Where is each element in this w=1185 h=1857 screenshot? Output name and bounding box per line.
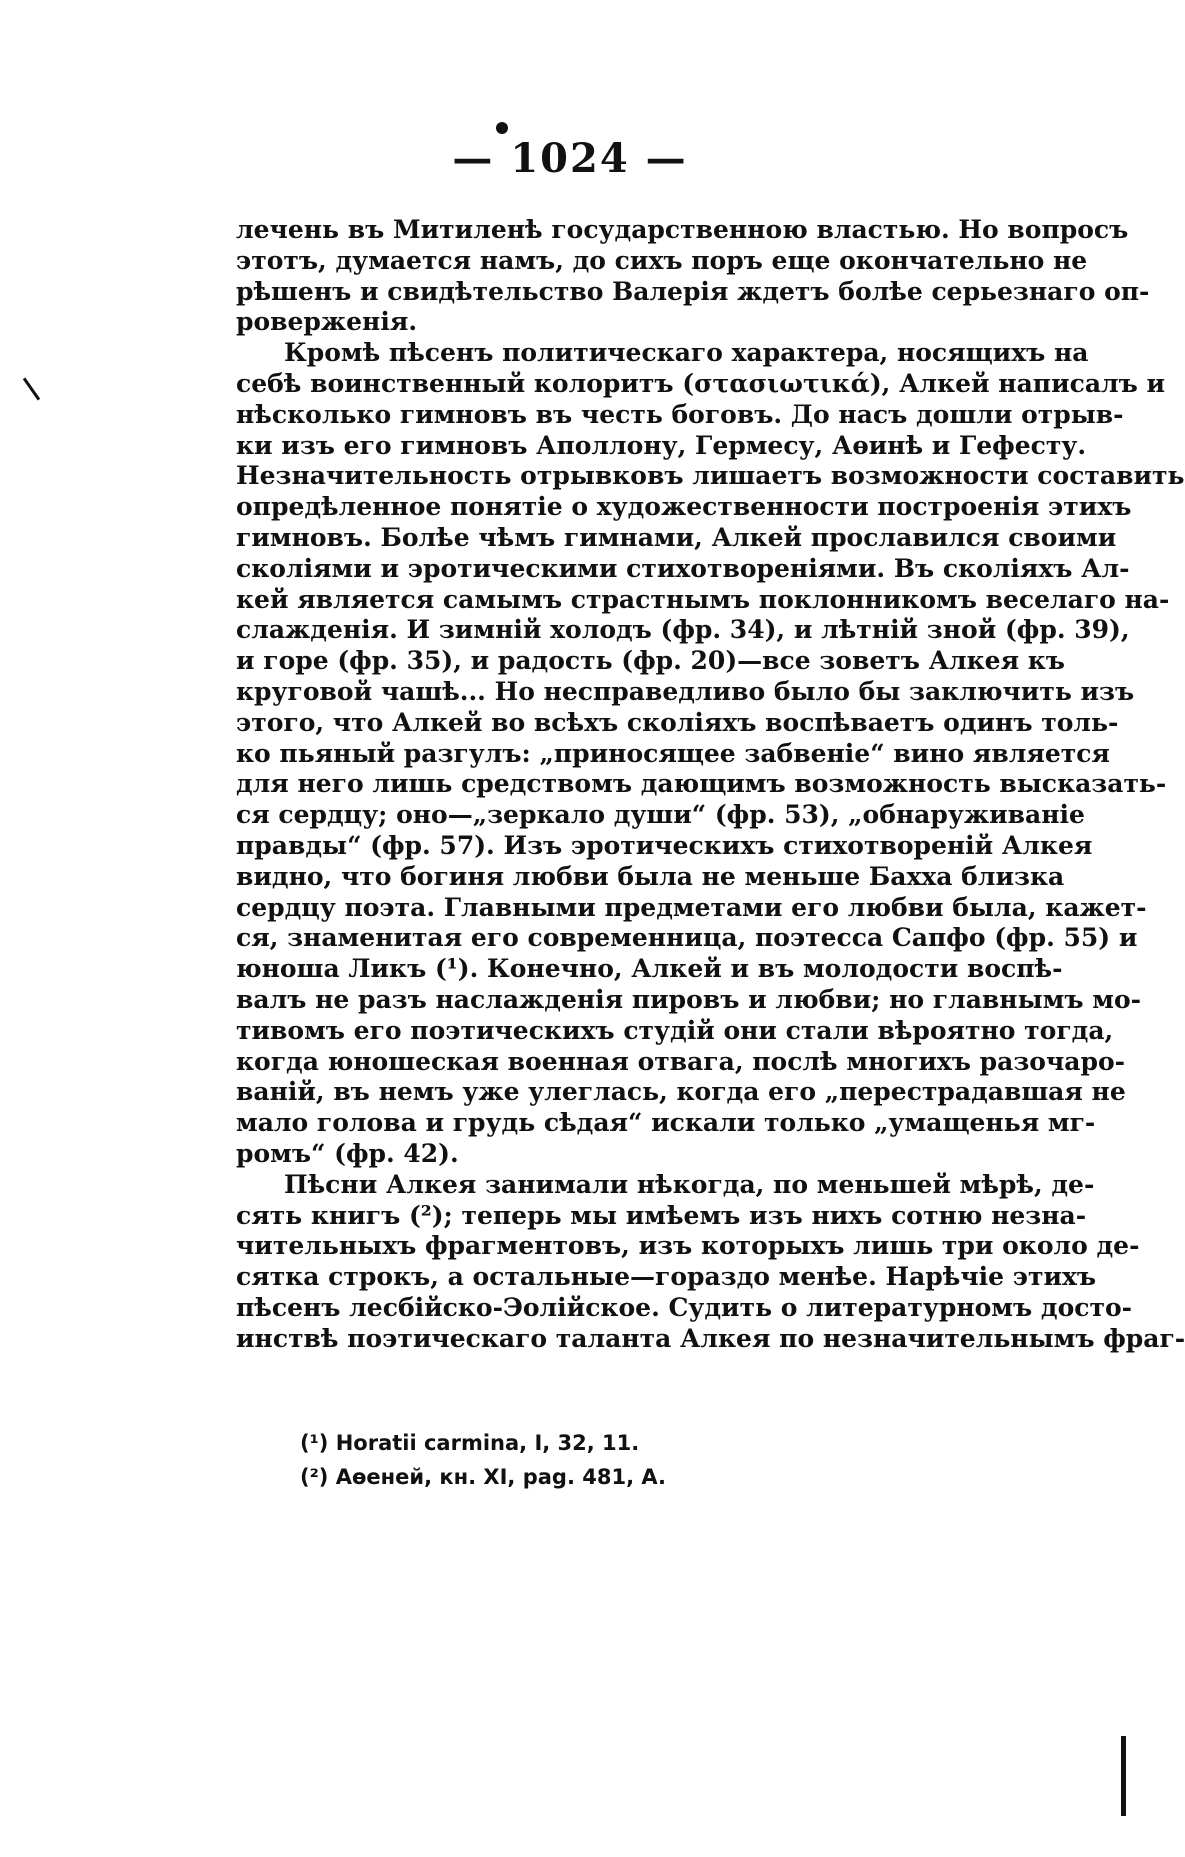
scan-edge-mark <box>1121 1736 1126 1816</box>
text-line: ромъ“ (фр. 42). <box>236 1138 459 1168</box>
text-line: инствѣ поэтическаго таланта Алкея по незначительнымъ фраг- <box>236 1323 1185 1353</box>
text-line: этого, что Алкей во всѣхъ сколіяхъ воспѣваетъ одинъ толь- <box>236 707 1119 737</box>
text-line: ваній, въ немъ уже улеглась, когда его „перестрадавшая не <box>236 1077 1126 1107</box>
text-line: ся, знаменитая его современница, поэтесса Сапфо (фр. 55) и <box>236 923 1138 953</box>
text-line: ки изъ его гимновъ Аполлону, Гермесу, Аѳинѣ и Гефесту. <box>236 430 1087 460</box>
text-line: пѣсенъ лесбійско-Эолійское. Судить о литературномъ досто- <box>236 1292 1133 1322</box>
text-line: для него лишь средствомъ дающимъ возможность высказать- <box>236 769 1167 799</box>
text-line: сердцу поэта. Главными предметами его любви была, кажет- <box>236 892 1147 922</box>
text-line: Незначительность отрывковъ лишаетъ возможности составить <box>236 461 1185 491</box>
text-line: тивомъ его поэтическихъ студій они стали вѣроятно тогда, <box>236 1015 1114 1045</box>
footnote: (²) Аѳеней, кн. XI, pag. 481, A. <box>300 1465 666 1489</box>
text-line: когда юношеская военная отвага, послѣ многихъ разочаро- <box>236 1046 1126 1076</box>
text-line: гимновъ. Болѣе чѣмъ гимнами, Алкей прославился своими <box>236 522 1117 552</box>
margin-mark <box>23 377 40 400</box>
text-line: чительныхъ фрагментовъ, изъ которыхъ лишь три около де- <box>236 1231 1140 1261</box>
text-line: этотъ, думается намъ, до сихъ поръ еще окончательно не <box>236 245 1088 275</box>
text-line: кей является самымъ страстнымъ поклонникомъ веселаго на- <box>236 584 1170 614</box>
text-line: юноша Ликъ (¹). Конечно, Алкей и въ молодости воспѣ- <box>236 954 1063 984</box>
footnote: (¹) Horatii carmina, I, 32, 11. <box>300 1431 640 1455</box>
text-line: Пѣсни Алкея занимали нѣкогда, по меньшей мѣрѣ, де- <box>284 1169 1095 1199</box>
text-line: рѣшенъ и свидѣтельство Валерія ждетъ болѣе серьезнаго оп- <box>236 276 1150 306</box>
text-line: лечень въ Митиленѣ государственною властью. Но вопросъ <box>236 215 1129 244</box>
text-line: сколіями и эротическими стихотвореніями. Въ сколіяхъ Ал- <box>236 553 1130 583</box>
text-line: валъ не разъ наслажденія пировъ и любви; но главнымъ мо- <box>236 984 1142 1014</box>
text-line: сять книгъ (²); теперь мы имѣемъ изъ нихъ сотню незна- <box>236 1200 1087 1230</box>
footnotes <box>300 1426 666 1494</box>
text-line: видно, что богиня любви была не меньше Бахха близка <box>236 861 1065 891</box>
text-line: ся сердцу; оно—„зеркало души“ (фр. 53), „обнаруживаніе <box>236 800 1085 830</box>
text-line: и горе (фр. 35), и радость (фр. 20)—все зоветъ Алкея къ <box>236 646 1065 676</box>
body-text <box>236 215 1185 1354</box>
text-line: правды“ (фр. 57). Изъ эротическихъ стихотвореній Алкея <box>236 830 1093 860</box>
text-line: круговой чашѣ... Но несправедливо было бы заключить изъ <box>236 676 1135 706</box>
text-line: мало голова и грудь сѣдая“ искали только „умащенья мг- <box>236 1108 1096 1138</box>
page-number: — 1024 — <box>452 135 688 182</box>
text-line: роверженія. <box>236 307 418 337</box>
text-line: слажденія. И зимній холодъ (фр. 34), и лѣтній зной (фр. 39), <box>236 615 1130 645</box>
ink-dot <box>496 122 508 134</box>
text-line: сятка строкъ, а остальные—гораздо менѣе. Нарѣчіе этихъ <box>236 1262 1097 1292</box>
text-line: Кромѣ пѣсенъ политическаго характера, носящихъ на <box>284 338 1089 368</box>
text-line: опредѣленное понятіе о художественности построенія этихъ <box>236 492 1132 522</box>
text-line: ко пьяный разгулъ: „приносящее забвеніе“ вино является <box>236 738 1110 768</box>
text-line: себѣ воинственный колоритъ (στασιωτικά), Алкей написалъ и <box>236 368 1166 398</box>
text-line: нѣсколько гимновъ въ честь боговъ. До насъ дошли отрыв- <box>236 399 1124 429</box>
